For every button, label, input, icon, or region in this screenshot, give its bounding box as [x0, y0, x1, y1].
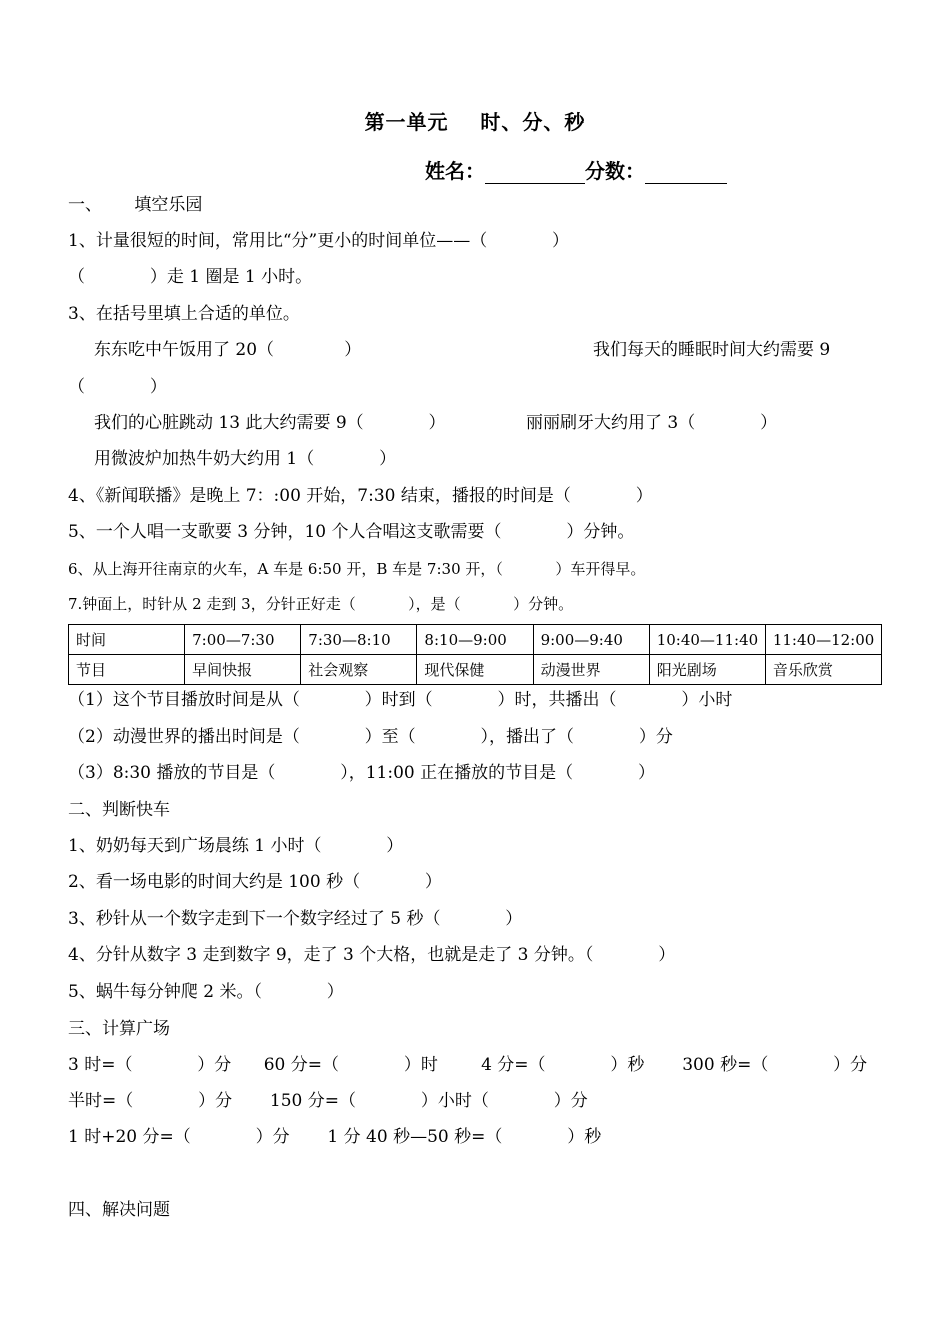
- section2-heading: 二、判断快车: [68, 800, 170, 820]
- s1-question-1: 1、计量很短的时间，常用比“分”更小的时间单位——（ ）: [68, 231, 570, 251]
- name-blank[interactable]: [485, 161, 585, 184]
- table-row: [69, 655, 882, 685]
- page-title: 第一单元 时、分、秒: [364, 110, 586, 134]
- table-cell: 8:10—9:00: [417, 625, 533, 655]
- section1-heading: 一、 填空乐园: [68, 195, 203, 215]
- s3-row-1: 3 时=（ ）分 60 分=（ ）时 4 分=（ ）秒 300 秒=（ ）分: [68, 1055, 868, 1075]
- table-cell: 早间快报: [185, 655, 301, 685]
- schedule-table: [68, 624, 882, 685]
- table-cell: 11:40—12:00: [765, 625, 881, 655]
- s2-question-3: 3、秒针从一个数字走到下一个数字经过了 5 秒（ ）: [68, 909, 523, 929]
- s3-row-2: 半时=（ ）分 150 分=（ ）小时（ ）分: [68, 1091, 588, 1111]
- score-blank[interactable]: [645, 161, 727, 184]
- s1-table-question-2: （2）动漫世界的播出时间是（ ）至（ ），播出了（ ）分: [68, 727, 673, 747]
- s2-question-2: 2、看一场电影的时间大约是 100 秒（ ）: [68, 872, 442, 892]
- name-label: 姓名：: [425, 159, 485, 183]
- s1-table-question-3: （3）8:30 播放的节目是（ ），11:00 正在播放的节目是（ ）: [68, 763, 655, 783]
- s2-question-4: 4、分针从数字 3 走到数字 9，走了 3 个大格，也就是走了 3 分钟。（ ）: [68, 945, 676, 965]
- s2-question-1: 1、奶奶每天到广场晨练 1 小时（ ）: [68, 836, 404, 856]
- section3-heading: 三、计算广场: [68, 1019, 170, 1039]
- table-row: [69, 625, 882, 655]
- section4-heading: 四、解决问题: [68, 1200, 170, 1220]
- table-cell: 7:30—8:10: [301, 625, 417, 655]
- table-cell: 时间: [69, 625, 185, 655]
- s1-question-7: 7.钟面上，时针从 2 走到 3，分针正好走（ ），是（ ）分钟。: [68, 595, 574, 613]
- s1-table-question-1: （1）这个节目播放时间是从（ ）时到（ ）时，共播出（ ）小时: [68, 690, 733, 710]
- s1-question-4: 4、《新闻联播》是晚上 7：:00 开始，7:30 结束，播报的时间是（ ）: [68, 486, 653, 506]
- s1-question-6: 6、从上海开往南京的火车，A 车是 6:50 开，B 车是 7:30 开，（ ）车开得早。: [68, 560, 646, 578]
- table-cell: 节目: [69, 655, 185, 685]
- table-cell: 阳光剧场: [649, 655, 765, 685]
- name-score-row: [425, 155, 727, 184]
- table-cell: 音乐欣赏: [765, 655, 881, 685]
- s1-question-3e: 用微波炉加热牛奶大约用 1（ ）: [94, 449, 397, 469]
- s1-question-3d: 丽丽刷牙大约用了 3（ ）: [526, 413, 778, 433]
- s1-question-5: 5、一个人唱一支歌要 3 分钟，10 个人合唱这支歌需要（ ）分钟。: [68, 522, 635, 542]
- table-cell: 7:00—7:30: [185, 625, 301, 655]
- s3-row-3: 1 时+20 分=（ ）分 1 分 40 秒—50 秒=（ ）秒: [68, 1127, 602, 1147]
- table-cell: 9:00—9:40: [533, 625, 649, 655]
- table-cell: 现代保健: [417, 655, 533, 685]
- s1-question-3c: 我们的心脏跳动 13 此大约需要 9（ ）: [94, 413, 446, 433]
- score-label: 分数：: [585, 159, 645, 183]
- s1-question-3b: 我们每天的睡眠时间大约需要 9: [593, 340, 831, 360]
- table-cell: 动漫世界: [533, 655, 649, 685]
- table-cell: 社会观察: [301, 655, 417, 685]
- s1-question-3a: 东东吃中午饭用了 20（ ）: [94, 340, 362, 360]
- s1-question-2: （ ）走 1 圈是 1 小时。: [68, 267, 313, 287]
- table-cell: 10:40—11:40: [649, 625, 765, 655]
- s1-question-3: 3、在括号里填上合适的单位。: [68, 304, 300, 324]
- s2-question-5: 5、蜗牛每分钟爬 2 米。（ ）: [68, 982, 344, 1002]
- s1-question-3b-cont: （ ）: [68, 377, 167, 397]
